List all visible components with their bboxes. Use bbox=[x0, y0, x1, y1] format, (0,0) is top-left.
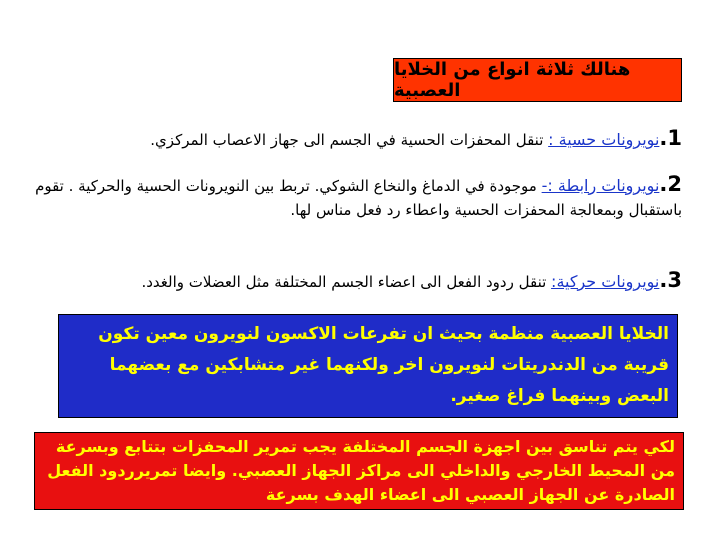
item-number: 1. bbox=[659, 126, 682, 150]
item-text: تنقل المحفزات الحسية في الجسم الى جهاز الاعصاب المركزي. bbox=[150, 131, 549, 149]
synapse-note-box: الخلايا العصبية منظمة بحيث ان تفرعات الاكسون لنويرون معين تكون قريبة من الدندريتات لنويرون اخر ولكنهما غير متشابكين مع بعضهما البعض وبينهما فراغ صغير. bbox=[58, 314, 678, 418]
item-term: نويرونات حركية: bbox=[551, 272, 660, 291]
item-term: نويرونات حسية : bbox=[548, 130, 660, 149]
slide-title: هنالك ثلاثة انواع من الخلايا العصبية bbox=[394, 59, 631, 101]
list-item-motor bbox=[32, 268, 682, 294]
item-term: نويرونات رابطة :- bbox=[541, 176, 660, 195]
title-box bbox=[393, 58, 682, 102]
list-item-sensory bbox=[32, 126, 682, 152]
item-number: 3. bbox=[659, 268, 682, 292]
item-number: 2. bbox=[659, 172, 682, 196]
coordination-note-box: لكي يتم تناسق بين اجهزة الجسم المختلفة يجب تمرير المحفزات بتتابع وبسرعة من المحيط الخارجي والداخلي الى مراكز الجهاز العصبي. وايضا تمريرردود الفعل الصادرة عن الجهاز العصبي الى اعضاء الهدف بسرعة bbox=[34, 432, 684, 510]
list-item-interneuron bbox=[32, 172, 682, 222]
item-text: تنقل ردود الفعل الى اعضاء الجسم المختلفة مثل العضلات والغدد. bbox=[141, 273, 552, 291]
item-text: موجودة في الدماغ والنخاع الشوكي. تربط بين النويرونات الحسية والحركية . تقوم باستقبال وبمعالجة المحفزات الحسية واعطاء رد فعل مناس لها. bbox=[35, 177, 682, 219]
